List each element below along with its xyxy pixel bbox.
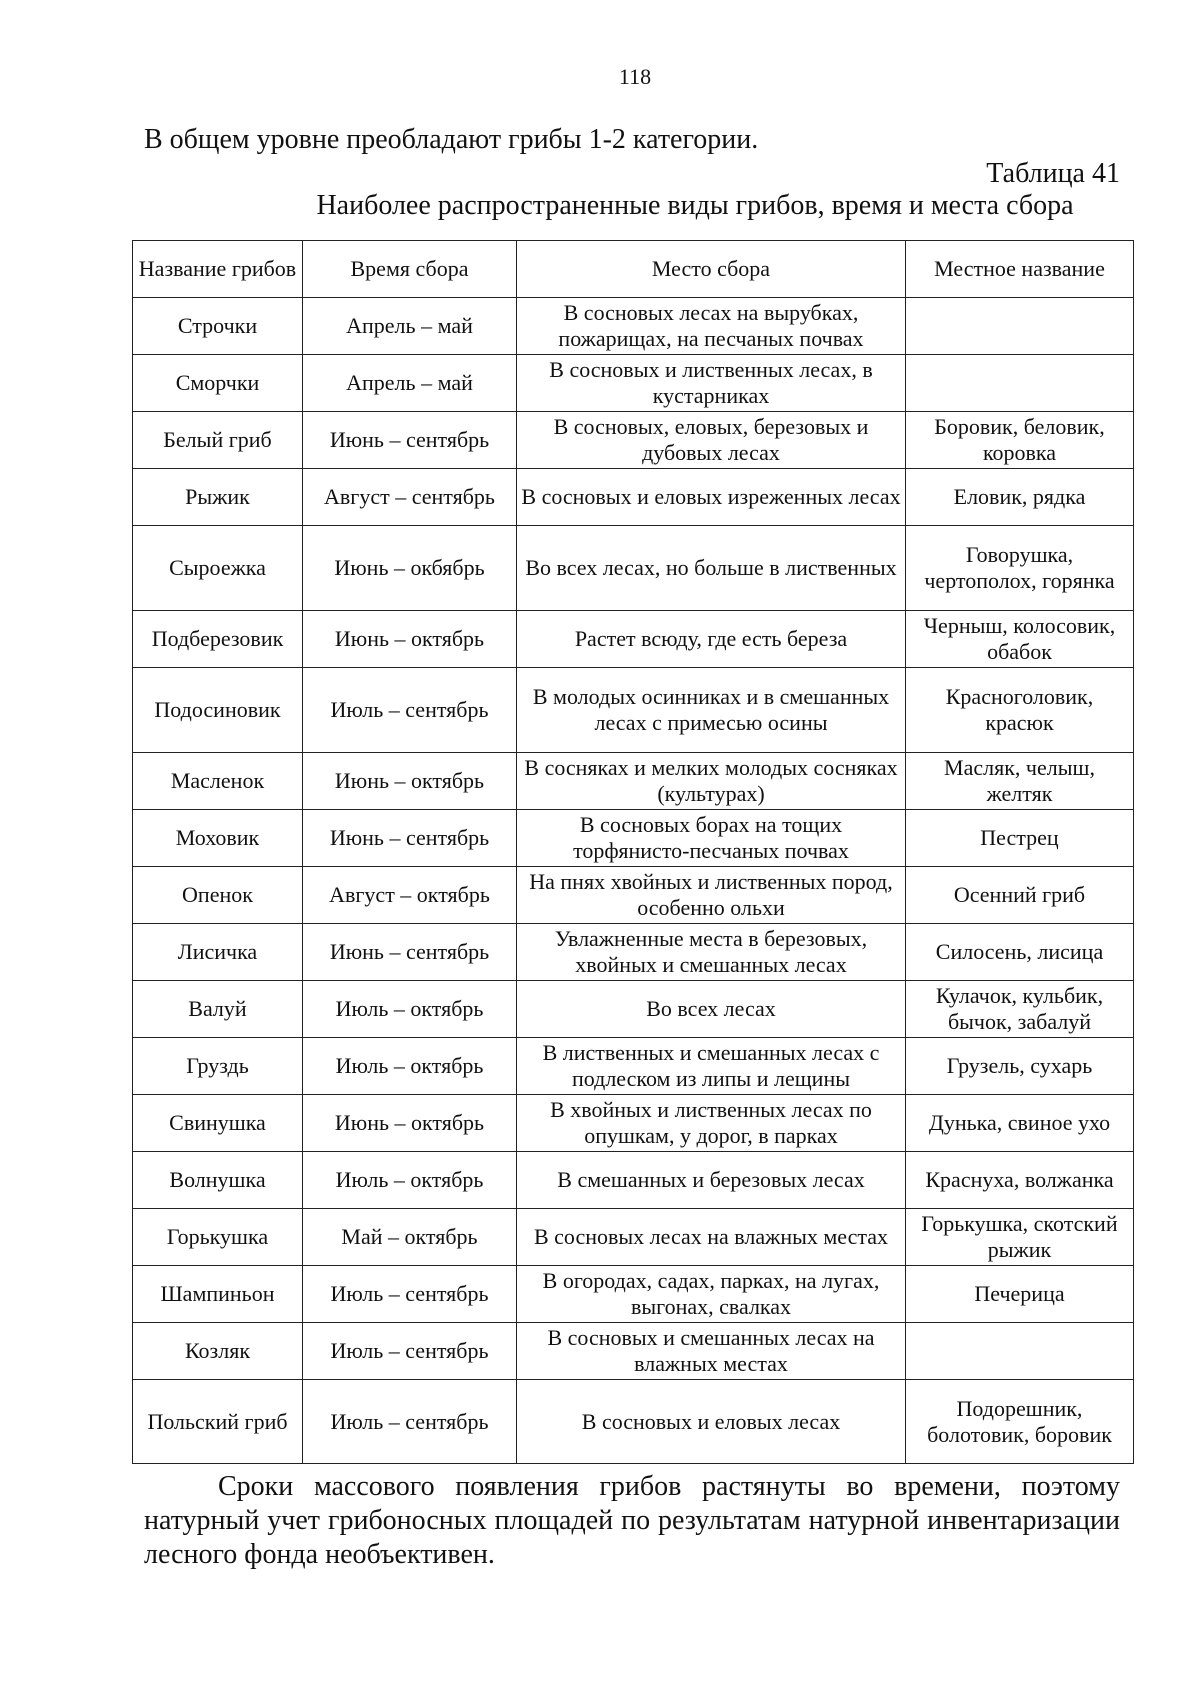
cell-time: Апрель – май — [303, 355, 517, 412]
cell-time: Апрель – май — [303, 298, 517, 355]
table-row — [133, 1380, 1134, 1464]
cell-place: В хвойных и лиственных лесах по опушкам, у дорог, в парках — [517, 1095, 906, 1152]
table-row — [133, 1095, 1134, 1152]
cell-local-name — [906, 298, 1134, 355]
table-caption: Наиболее распространенные виды грибов, время и места сбора — [316, 190, 1074, 221]
cell-name: Подосиновик — [133, 668, 303, 753]
cell-local-name: Грузель, сухарь — [906, 1038, 1134, 1095]
intro-paragraph: В общем уровне преобладают грибы 1-2 категории. — [144, 124, 759, 155]
cell-place: В сосновых и еловых лесах — [517, 1380, 906, 1464]
table-row — [133, 924, 1134, 981]
cell-place: В сосновых и еловых изреженных лесах — [517, 469, 906, 526]
cell-local-name: Осенний гриб — [906, 867, 1134, 924]
cell-place: Во всех лесах — [517, 981, 906, 1038]
cell-local-name: Печерица — [906, 1266, 1134, 1323]
table-row — [133, 981, 1134, 1038]
table-row — [133, 1152, 1134, 1209]
header-local-name: Местное название — [906, 241, 1134, 298]
table-row — [133, 298, 1134, 355]
header-name: Название грибов — [133, 241, 303, 298]
cell-local-name — [906, 1323, 1134, 1380]
table-row — [133, 1038, 1134, 1095]
cell-local-name: Подорешник, болотовик, боровик — [906, 1380, 1134, 1464]
header-time: Время сбора — [303, 241, 517, 298]
cell-place: В лиственных и смешанных лесах с подлеском из липы и лещины — [517, 1038, 906, 1095]
table-row — [133, 810, 1134, 867]
cell-place: На пнях хвойных и лиственных пород, особенно ольхи — [517, 867, 906, 924]
table-row — [133, 1323, 1134, 1380]
cell-time: Июль – октябрь — [303, 1038, 517, 1095]
cell-time: Июль – октябрь — [303, 1152, 517, 1209]
cell-place: В сосновых борах на тощих торфянисто-песчаных почвах — [517, 810, 906, 867]
cell-name: Валуй — [133, 981, 303, 1038]
cell-place: В сосновых лесах на влажных местах — [517, 1209, 906, 1266]
closing-paragraph: Сроки массового появления грибов растянуты во времени, поэтому натурный учет грибоносных площадей по результатам натурной инвентаризации лесного фонда необъективен. — [144, 1471, 1120, 1570]
cell-name: Сыроежка — [133, 526, 303, 611]
cell-local-name: Масляк, челыш, желтяк — [906, 753, 1134, 810]
cell-local-name: Краснуха, волжанка — [906, 1152, 1134, 1209]
cell-time: Июль – сентябрь — [303, 1266, 517, 1323]
cell-time: Июль – сентябрь — [303, 1380, 517, 1464]
cell-time: Июль – сентябрь — [303, 668, 517, 753]
cell-local-name: Красноголовик, красюк — [906, 668, 1134, 753]
table-row — [133, 753, 1134, 810]
cell-place: В сосновых, еловых, березовых и дубовых лесах — [517, 412, 906, 469]
cell-time: Июнь – октябрь — [303, 1095, 517, 1152]
cell-local-name — [906, 355, 1134, 412]
cell-place: В сосновых лесах на вырубках, пожарищах, на песчаных почвах — [517, 298, 906, 355]
cell-time: Август – сентябрь — [303, 469, 517, 526]
cell-name: Шампиньон — [133, 1266, 303, 1323]
header-place: Место сбора — [517, 241, 906, 298]
table-row — [133, 668, 1134, 753]
cell-name: Груздь — [133, 1038, 303, 1095]
cell-place: В сосновых и смешанных лесах на влажных местах — [517, 1323, 906, 1380]
cell-local-name: Боровик, беловик, коровка — [906, 412, 1134, 469]
cell-name: Опенок — [133, 867, 303, 924]
cell-place: В сосновых и лиственных лесах, в кустарниках — [517, 355, 906, 412]
cell-time: Июль – октябрь — [303, 981, 517, 1038]
cell-place: Увлажненные места в березовых, хвойных и смешанных лесах — [517, 924, 906, 981]
cell-local-name: Говорушка, чертополох, горянка — [906, 526, 1134, 611]
cell-name: Свинушка — [133, 1095, 303, 1152]
cell-name: Лисичка — [133, 924, 303, 981]
cell-name: Горькушка — [133, 1209, 303, 1266]
cell-local-name: Кулачок, кульбик, бычок, забалуй — [906, 981, 1134, 1038]
cell-name: Строчки — [133, 298, 303, 355]
table-row — [133, 1266, 1134, 1323]
cell-time: Июнь – октябрь — [303, 611, 517, 668]
table-row — [133, 412, 1134, 469]
cell-local-name: Дунька, свиное ухо — [906, 1095, 1134, 1152]
cell-name: Волнушка — [133, 1152, 303, 1209]
cell-local-name: Горькушка, скотский рыжик — [906, 1209, 1134, 1266]
cell-name: Белый гриб — [133, 412, 303, 469]
cell-time: Июнь – окбябрь — [303, 526, 517, 611]
cell-name: Польский гриб — [133, 1380, 303, 1464]
mushroom-table — [132, 240, 1134, 1464]
cell-name: Козляк — [133, 1323, 303, 1380]
cell-name: Масленок — [133, 753, 303, 810]
cell-place: В огородах, садах, парках, на лугах, выгонах, свалках — [517, 1266, 906, 1323]
cell-name: Подберезовик — [133, 611, 303, 668]
page-number: 118 — [618, 64, 652, 89]
cell-time: Июнь – сентябрь — [303, 810, 517, 867]
cell-name: Моховик — [133, 810, 303, 867]
cell-time: Май – октябрь — [303, 1209, 517, 1266]
table-header-row — [133, 241, 1134, 298]
cell-time: Июль – сентябрь — [303, 1323, 517, 1380]
cell-place: В сосняках и мелких молодых сосняках (культурах) — [517, 753, 906, 810]
cell-local-name: Силосень, лисица — [906, 924, 1134, 981]
table-row — [133, 469, 1134, 526]
cell-time: Июнь – октябрь — [303, 753, 517, 810]
table-row — [133, 611, 1134, 668]
table-row — [133, 1209, 1134, 1266]
cell-name: Сморчки — [133, 355, 303, 412]
cell-time: Июнь – сентябрь — [303, 412, 517, 469]
cell-place: В молодых осинниках и в смешанных лесах с примесью осины — [517, 668, 906, 753]
cell-name: Рыжик — [133, 469, 303, 526]
cell-place: Во всех лесах, но больше в лиственных — [517, 526, 906, 611]
cell-place: Растет всюду, где есть береза — [517, 611, 906, 668]
cell-time: Июнь – сентябрь — [303, 924, 517, 981]
cell-local-name: Пестрец — [906, 810, 1134, 867]
cell-local-name: Еловик, рядка — [906, 469, 1134, 526]
table-row — [133, 355, 1134, 412]
table-row — [133, 526, 1134, 611]
cell-place: В смешанных и березовых лесах — [517, 1152, 906, 1209]
cell-time: Август – октябрь — [303, 867, 517, 924]
table-label: Таблица 41 — [986, 158, 1120, 189]
cell-local-name: Черныш, колосовик, обабок — [906, 611, 1134, 668]
table-row — [133, 867, 1134, 924]
